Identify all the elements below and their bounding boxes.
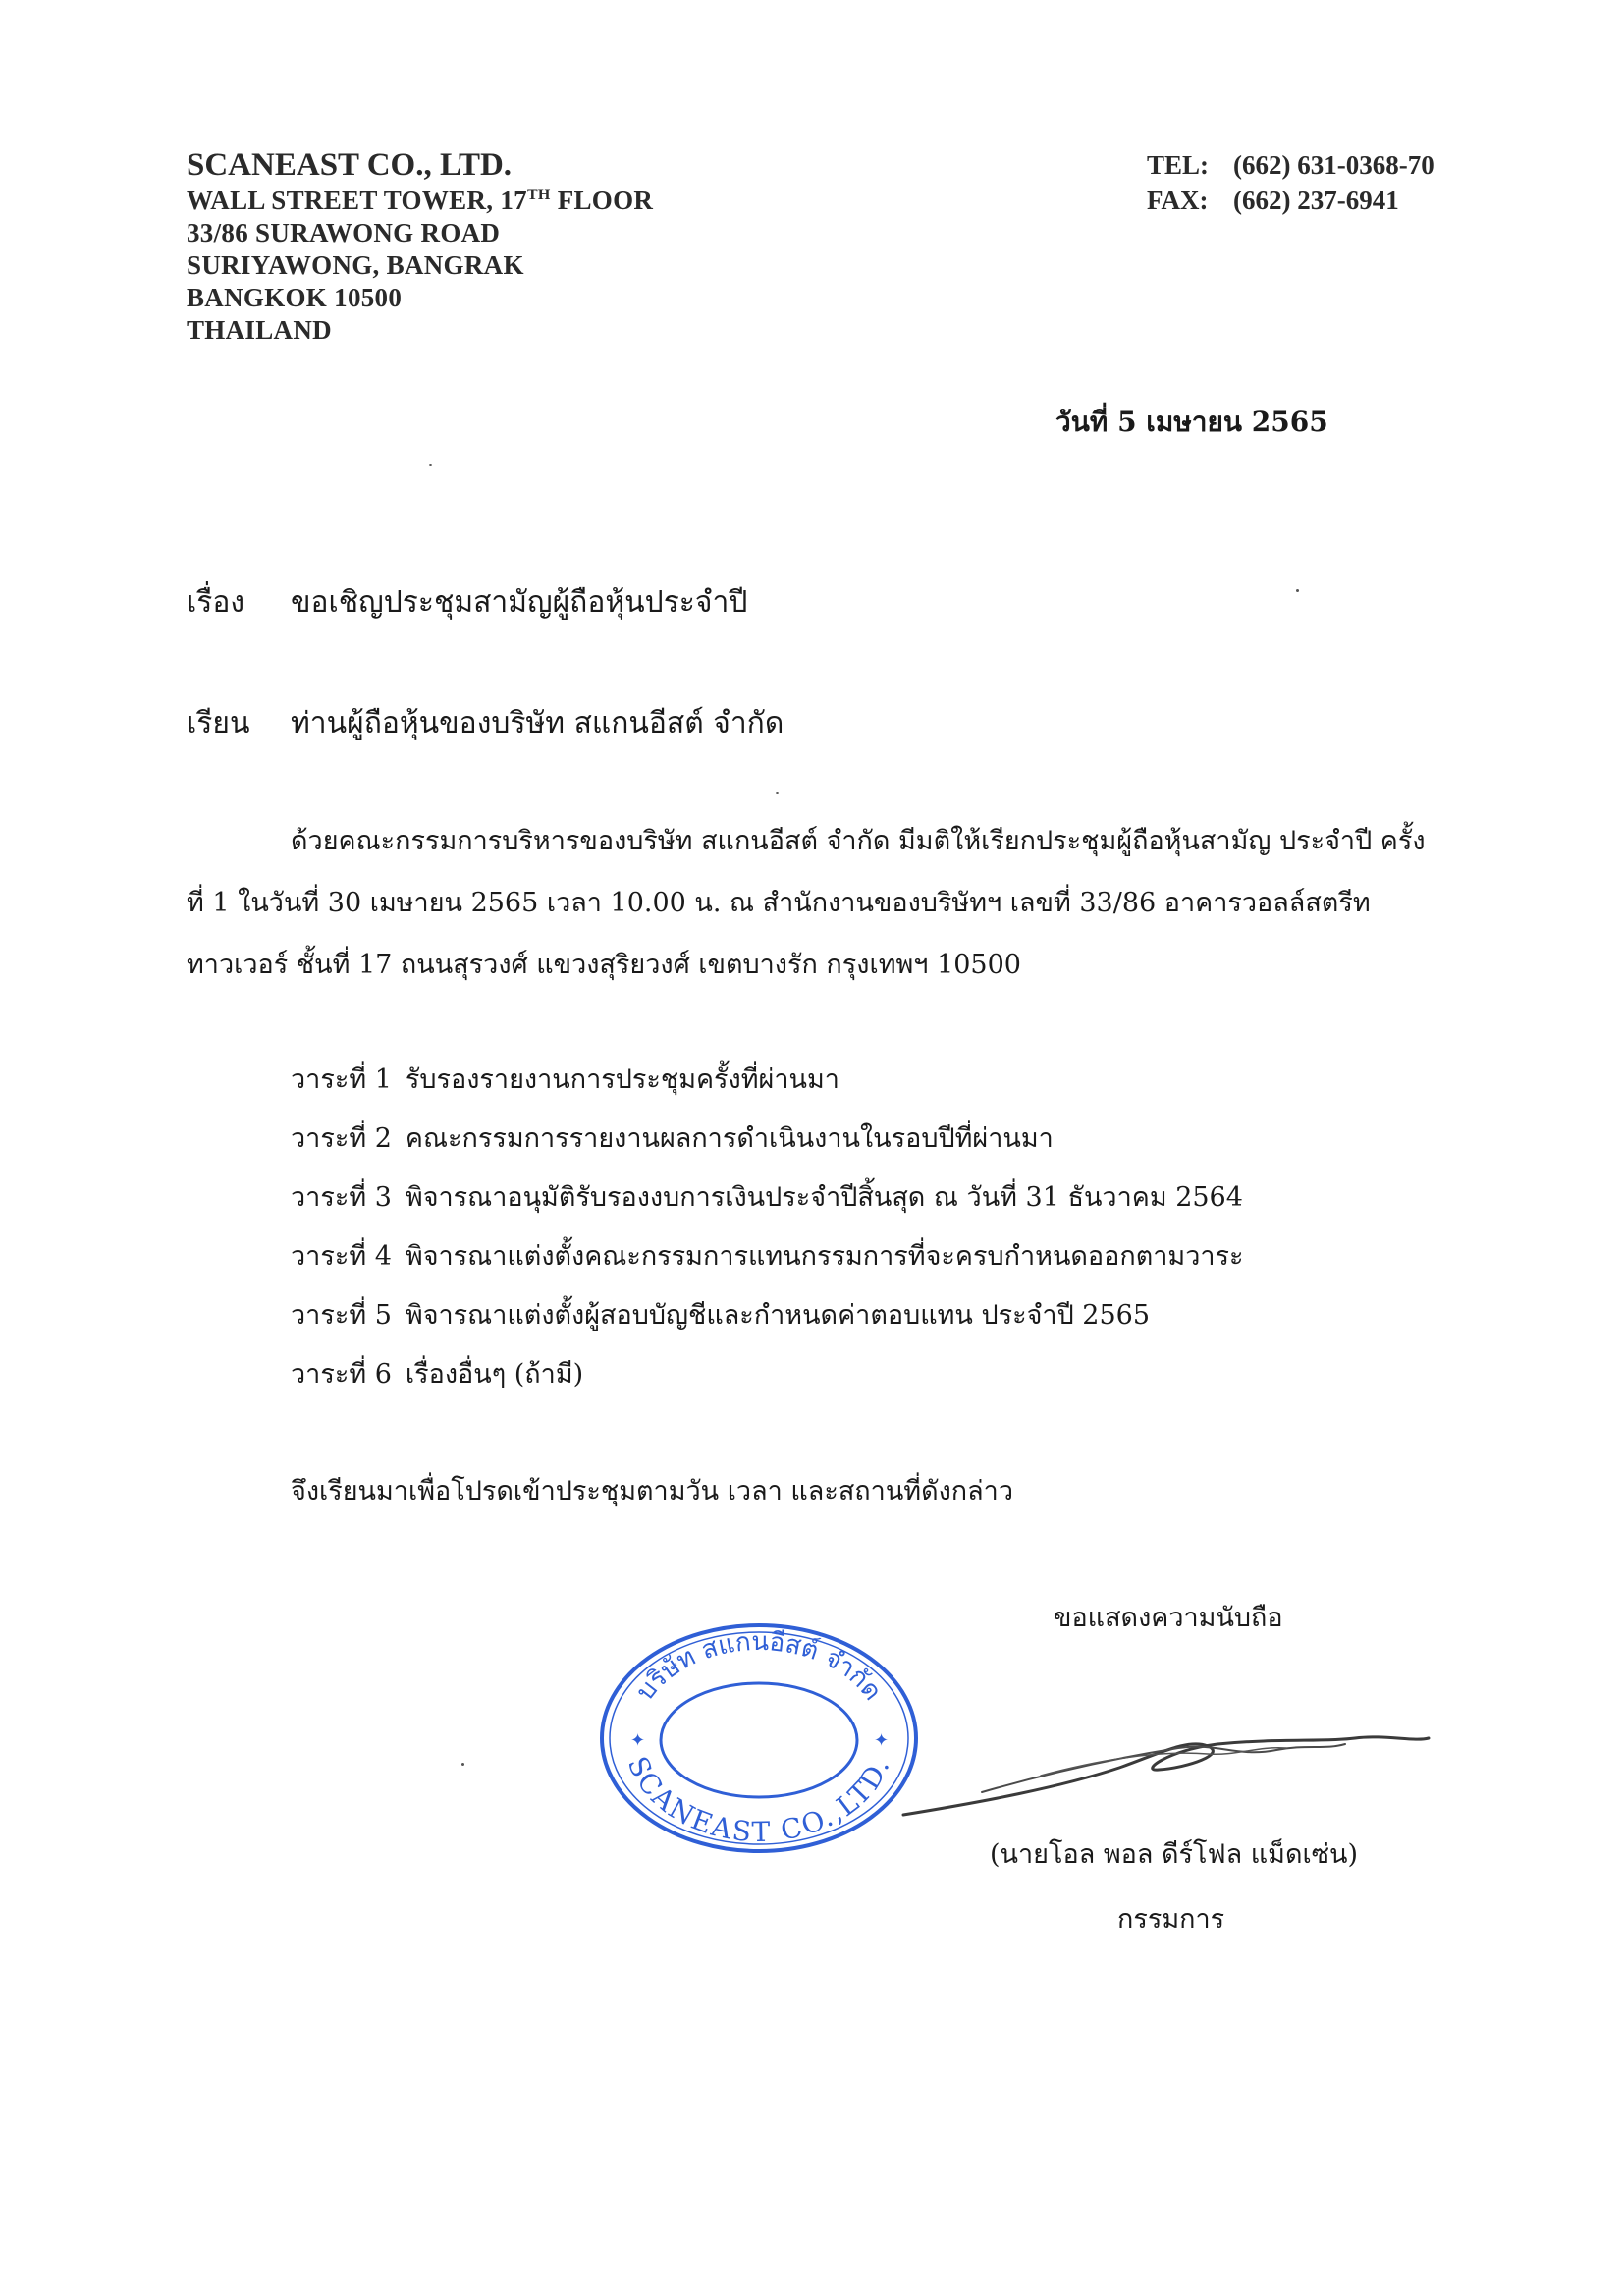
scan-speck <box>776 792 779 794</box>
scan-speck <box>1296 589 1299 592</box>
fax-row <box>1147 183 1434 218</box>
letter-date: วันที่ 5 เมษายน 2565 <box>1055 406 1328 438</box>
signer-name: (นายโอล พอล ดีร์โฟล แม็ดเซ่น) <box>990 1839 1359 1870</box>
agenda-item-text: พิจารณาแต่งตั้งคณะกรรมการแทนกรรมการที่จะครบกำหนดออกตามวาระ <box>405 1241 1244 1272</box>
address-line-4: BANGKOK 10500 <box>187 283 403 312</box>
agenda-item-label: วาระที่ 5 <box>291 1300 392 1331</box>
company-name: SCANEAST CO., LTD. <box>187 147 513 183</box>
subject-line <box>187 579 747 626</box>
address-line-3: SURIYAWONG, BANGRAK <box>187 250 524 280</box>
agenda-item <box>291 1110 1244 1169</box>
tel-row <box>1147 147 1434 183</box>
signer-position: กรรมการ <box>1117 1904 1225 1935</box>
address-line-2: 33/86 SURAWONG ROAD <box>187 218 501 247</box>
agenda-item-text: เรื่องอื่นๆ (ถ้ามี) <box>405 1359 584 1390</box>
regards-line: ขอแสดงความนับถือ <box>1054 1603 1283 1633</box>
agenda-item <box>291 1286 1244 1345</box>
agenda-item <box>291 1051 1244 1110</box>
agenda-item-label: วาระที่ 1 <box>291 1065 392 1095</box>
agenda-item-label: วาระที่ 4 <box>291 1241 392 1272</box>
fax-label: FAX: <box>1147 186 1209 215</box>
stamp-star-left-icon: ✦ <box>630 1730 646 1751</box>
address-line-1-end: FLOOR <box>550 186 654 215</box>
signature-svg <box>864 1699 1434 1827</box>
company-header <box>187 145 653 347</box>
agenda-item-text: พิจารณาแต่งตั้งผู้สอบบัญชีและกำหนดค่าตอบแทน ประจำปี 2565 <box>405 1300 1150 1331</box>
contact-block <box>1147 147 1434 218</box>
agenda-list <box>291 1051 1244 1404</box>
agenda-item-label: วาระที่ 6 <box>291 1359 392 1390</box>
recipient-text: ท่านผู้ถือหุ้นของบริษัท สแกนอีสต์ จำกัด <box>291 706 784 740</box>
scan-speck <box>429 464 432 466</box>
agenda-item <box>291 1169 1244 1228</box>
address-line-1-sup: TH <box>526 187 551 203</box>
address-line-1-main: WALL STREET TOWER, 17 <box>187 186 527 215</box>
agenda-item-label: วาระที่ 3 <box>291 1182 392 1213</box>
agenda-item-text: คณะกรรมการรายงานผลการดำเนินงานในรอบปีที่ผ่านมา <box>405 1123 1054 1154</box>
tel-label: TEL: <box>1147 150 1210 180</box>
scan-speck <box>461 1763 464 1766</box>
fax-value: (662) 237-6941 <box>1233 186 1399 215</box>
agenda-item-label: วาระที่ 2 <box>291 1123 392 1154</box>
stamp-star-right-icon: ✦ <box>874 1730 890 1751</box>
address-line-5: THAILAND <box>187 315 332 345</box>
agenda-item <box>291 1228 1244 1286</box>
tel-value: (662) 631-0368-70 <box>1233 150 1434 180</box>
agenda-item <box>291 1345 1244 1404</box>
address-line-1 <box>187 185 653 217</box>
stamp-top-text: บริษัท สแกนอีสต์ จำกัด <box>630 1626 888 1707</box>
subject-label: เรื่อง <box>187 585 245 620</box>
subject-text: ขอเชิญประชุมสามัญผู้ถือหุ้นประจำปี <box>291 585 748 620</box>
closing-paragraph: จึงเรียนมาเพื่อโปรดเข้าประชุมตามวัน เวลา และสถานที่ดังกล่าว <box>291 1476 1014 1506</box>
recipient-label: เรียน <box>187 706 250 740</box>
stamp-bottom-text: SCANEAST CO.,LTD. <box>621 1751 897 1849</box>
recipient-line <box>187 700 784 746</box>
handwritten-signature <box>864 1699 1434 1827</box>
agenda-item-text: พิจารณาอนุมัติรับรองงบการเงินประจำปีสิ้นสุด ณ วันที่ 31 ธันวาคม 2564 <box>405 1182 1243 1213</box>
body-paragraph: ด้วยคณะกรรมการบริหารของบริษัท สแกนอีสต์ จำกัด มีมติให้เรียกประชุมผู้ถือหุ้นสามัญ ประจำปี ครั้งที่ 1 ในวันที่ 30 เมษายน 2565 เวลา 10.00 น. ณ สำนักงานของบริษัทฯ เลขที่ 33/86 อาคารวอลล์สตรีททาวเวอร์ ชั้นที่ 17 ถนนสุรวงศ์ แขวงสุริยวงศ์ เขตบางรัก กรุงเทพฯ 10500 <box>187 826 1426 980</box>
agenda-item-text: รับรองรายงานการประชุมครั้งที่ผ่านมา <box>405 1065 839 1095</box>
